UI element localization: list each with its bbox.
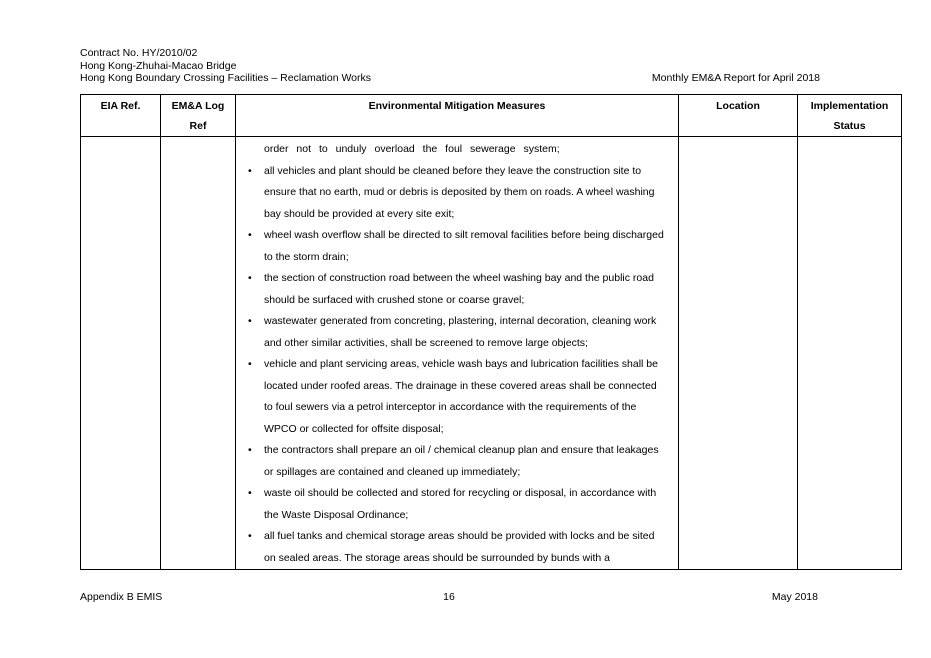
table-row [81, 137, 902, 570]
page-number: 16 [443, 591, 455, 603]
list-item: • the contractors shall prepare an oil / chemical cleanup plan and ensure that leakages or spillages are contained and cleaned up immediately; [264, 440, 666, 483]
list-item: • vehicle and plant servicing areas, vehicle wash bays and lubrication facilities shall be located under roofed areas. The drainage in these covered areas shall be connected to foul sewers via a petrol interceptor in accordance with the requirements of the WPCO or collected for offsite disposal; [264, 354, 666, 440]
table-header-row [81, 95, 902, 137]
contract-number: Contract No. HY/2010/02 [80, 47, 198, 59]
list-item: • wheel wash overflow shall be directed to silt removal facilities before being discharged to the storm drain; [264, 225, 666, 268]
ema-log-ref-cell [161, 137, 236, 570]
status-cell [798, 137, 902, 570]
mitigation-table [80, 94, 902, 570]
col-header-measures: Environmental Mitigation Measures [236, 95, 679, 137]
eia-ref-cell [81, 137, 161, 570]
col-header-location: Location [679, 95, 798, 137]
measures-list [248, 161, 666, 570]
location-cell [679, 137, 798, 570]
page-footer [80, 591, 818, 603]
page-header [80, 47, 820, 85]
list-item: • all fuel tanks and chemical storage areas should be provided with locks and be sited on sealed areas. The storage areas should be surrounded by bunds with a [264, 526, 666, 569]
measures-cell [236, 137, 679, 570]
list-item: • the section of construction road between the wheel washing bay and the public road should be surfaced with crushed stone or coarse gravel; [264, 268, 666, 311]
project-name: Hong Kong-Zhuhai-Macao Bridge [80, 59, 237, 72]
list-item: • wastewater generated from concreting, plastering, internal decoration, cleaning work and other similar activities, shall be screened to remove large objects; [264, 311, 666, 354]
col-header-status: Implementation Status [798, 95, 902, 137]
continued-measure-text: order not to unduly overload the foul sewerage system; [264, 143, 560, 155]
facility-name: Hong Kong Boundary Crossing Facilities – Reclamation Works [80, 72, 372, 84]
report-title: Monthly EM&A Report for April 2018 [651, 72, 820, 84]
col-header-ema-log-ref: EM&A Log Ref [161, 95, 236, 137]
list-item: • all vehicles and plant should be cleaned before they leave the construction site to ensure that no earth, mud or debris is deposited by them on roads. A wheel washing bay should be provided at every site exit; [264, 161, 666, 226]
footer-date: May 2018 [771, 591, 818, 603]
list-item: • waste oil should be collected and stored for recycling or disposal, in accordance with the Waste Disposal Ordinance; [264, 483, 666, 526]
col-header-eia-ref: EIA Ref. [81, 95, 161, 137]
appendix-label: Appendix B EMIS [80, 591, 163, 603]
header-row [80, 72, 820, 85]
